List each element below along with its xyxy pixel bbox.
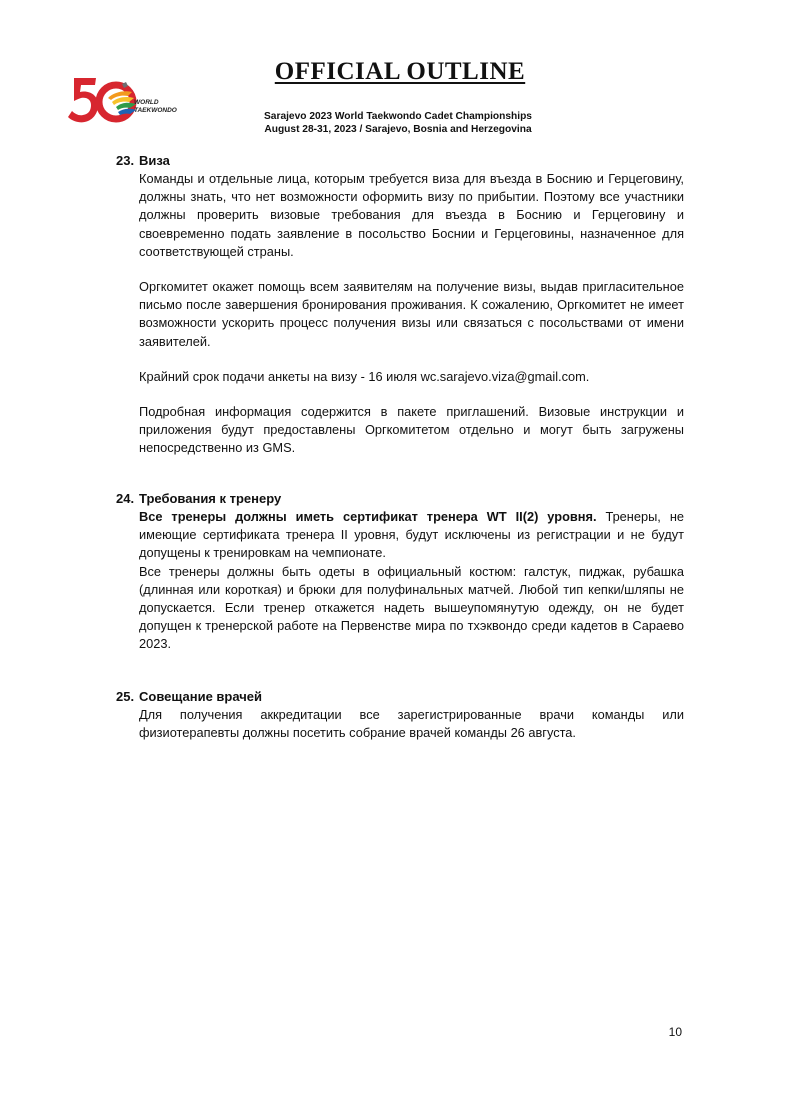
section-body <box>116 706 684 742</box>
bold-lead: Все тренеры должны иметь сертификат тренера WT II(2) уровня. <box>139 509 597 524</box>
paragraph: Подробная информация содержится в пакете приглашений. Визовые инструкции и приложения будут предоставлены Оргкомитетом отдельно и могут быть загружены непосредственно из GMS. <box>139 404 684 456</box>
paragraph: Крайний срок подачи анкеты на визу - 16 июля wc.sarajevo.viza@gmail.com. <box>139 368 590 384</box>
section-coach-requirements <box>116 490 684 654</box>
paragraph: Все тренеры должны быть одеты в официальный костюм: галстук, пиджак, рубашка (длинная или короткая) и брюки для полуфинальных матчей. Любой тип кепки/шляпы не допускается. Если тренер откажется надеть вышеупомянутую одежду, он не будет допущен к тренерской работе на Первенстве мира по тхэквондо среди кадетов в Сараево 2023. <box>139 563 684 652</box>
section-title: Совещание врачей <box>139 689 263 704</box>
page-number: 10 <box>668 1025 682 1039</box>
section-title: Требования к тренеру <box>139 491 282 506</box>
paragraph-rest: Тренеры, не имеющие сертификата тренера II уровня, будут исключены из регистрации и не будут допущены к тренировкам на чемпионате. <box>139 509 684 561</box>
section-number: 24. <box>116 491 135 506</box>
section-heading <box>116 688 684 706</box>
paragraph <box>139 508 684 563</box>
section-visa <box>116 152 684 458</box>
page-title: OFFICIAL OUTLINE <box>274 58 526 85</box>
paragraph: Оргкомитет окажет помощь всем заявителям на получение визы, выдав пригласительное письмо после завершения бронирования проживания. К сожалению, Оргкомитет не имеет возможности ускорить процесс получения визы или связаться с посольствами от имени заявителей. <box>139 279 684 349</box>
subtitle-line-1: Sarajevo 2023 World Taekwondo Cadet Championships <box>264 111 532 122</box>
section-heading <box>116 152 684 170</box>
paragraph: Для получения аккредитации все зарегистрированные врачи команды или физиотерапевты должны посетить собрание врачей команды 26 августа. <box>139 707 684 741</box>
section-title: Виза <box>139 153 170 168</box>
section-body <box>116 170 684 458</box>
section-heading <box>116 490 684 508</box>
logo-text-line2: TAEKWONDO <box>134 107 177 114</box>
section-body <box>116 508 684 654</box>
logo-text <box>134 99 177 115</box>
page-subtitle <box>200 110 596 136</box>
section-number: 25. <box>116 689 135 704</box>
paragraph: Команды и отдельные лица, которым требуется виза для въезда в Боснию и Герцеговину, должны знать, что нет возможности оформить визу по прибытии. Поэтому все участники должны проверить визовые требования для въезда в Боснию и Герцеговину и своевременно подать заявление в посольство Боснии и Герцеговины, назначенное для соответствующей страны. <box>139 171 684 259</box>
world-taekwondo-50-logo <box>66 72 216 130</box>
subtitle-line-2: August 28-31, 2023 / Sarajevo, Bosnia and Herzegovina <box>264 124 532 135</box>
logo-text-line1: WORLD <box>134 99 159 106</box>
section-number: 23. <box>116 153 135 168</box>
section-doctors-meeting <box>116 688 684 742</box>
